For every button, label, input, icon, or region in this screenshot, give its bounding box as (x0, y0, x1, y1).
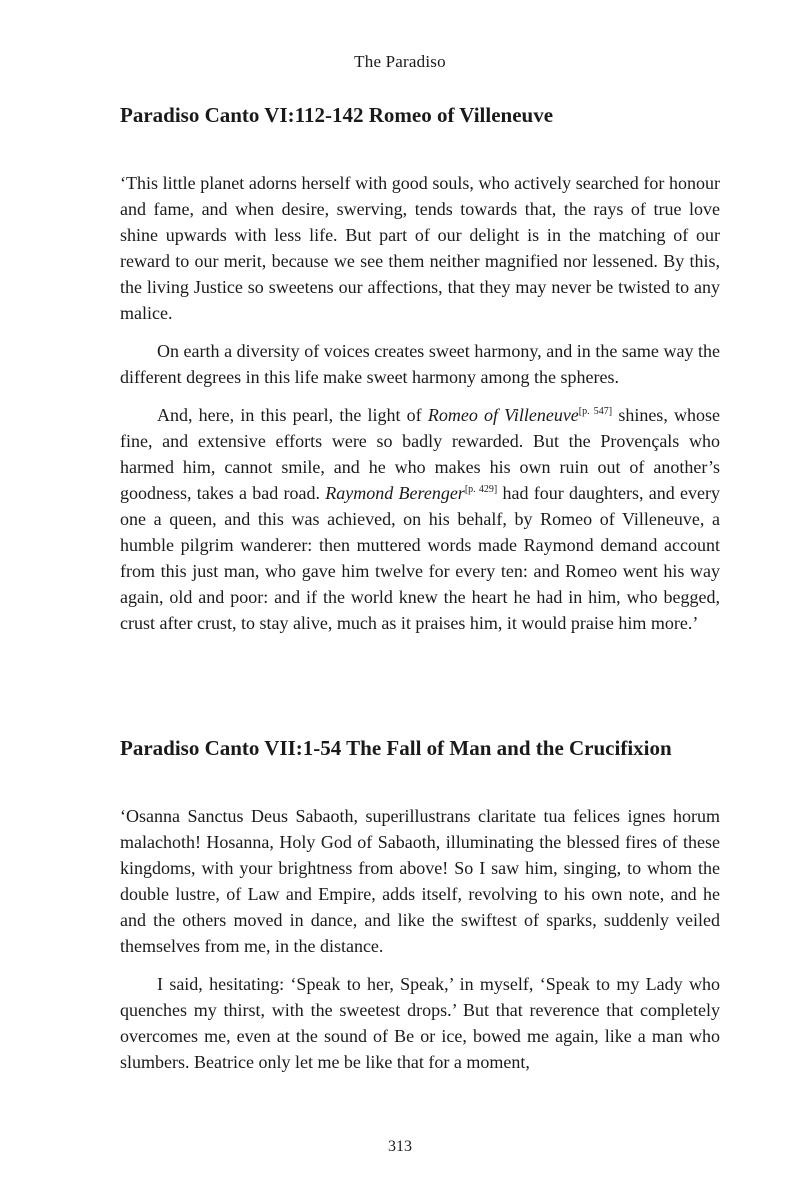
paragraph: ‘Osanna Sanctus Deus Sabaoth, superillustrans claritate tua felices ignes horum malachoth! Hosanna, Holy God of Sabaoth, illuminating the blessed fires of these kingdoms, with your brightness from above! So I saw him, singing, to whom the double lustre, of Law and Empire, adds itself, revolving to his own note, and he and the others moved in dance, and like the swiftest of sparks, suddenly veiled themselves from me, in the distance. (120, 806, 720, 956)
text-run: shines, whose fine, and extensive efforts were so badly rewarded. But the Provençals who harmed him, cannot smile, and he who makes his own ruin out of another’s goodness, takes a bad road. (120, 405, 720, 503)
section-title-canto-vii: Paradiso Canto VII:1-54 The Fall of Man and the Crucifixion (120, 736, 672, 760)
text-run: And, here, in this pearl, the light of (157, 405, 428, 425)
page-reference: [p. 547] (578, 406, 613, 417)
paragraph: On earth a diversity of voices creates sweet harmony, and in the same way the different degrees in this life make sweet harmony among the spheres. (120, 341, 720, 387)
text-run: had four daughters, and every one a queen, and this was achieved, on his behalf, by Romeo of Villeneuve, a humble pilgrim wanderer: then muttered words made Raymond demand account from this just man, who gave him twelve for every ten: and Romeo went his way again, old and poor: and if the world knew the heart he had in him, who begged, crust after crust, to stay alive, much as it praises him, it would praise him more.’ (120, 483, 720, 633)
paragraph: ‘This little planet adorns herself with good souls, who actively searched for honour and fame, and when desire, swerving, tends towards that, the rays of true love shine upwards with less life. But part of our delight is in the matching of our reward to our merit, because we see them neither magnified nor lessened. By this, the living Justice so sweetens our affections, that they may never be twisted to any malice. (120, 173, 720, 323)
running-header: The Paradiso (354, 52, 446, 71)
section-body-canto-vii (120, 803, 720, 1087)
page-reference: [p. 429] (464, 484, 498, 495)
section-title-canto-vi: Paradiso Canto VI:112-142 Romeo of Villeneuve (120, 103, 554, 127)
paragraph (120, 402, 720, 636)
person-name-romeo: Romeo of Villeneuve (427, 405, 579, 425)
page-number: 313 (388, 1138, 412, 1155)
section-body-canto-vi (120, 170, 720, 648)
paragraph: I said, hesitating: ‘Speak to her, Speak,’ in myself, ‘Speak to my Lady who quenches my thirst, with the sweetest drops.’ But that reverence that completely overcomes me, even at the sound of Be or ice, bowed me again, like a man who slumbers. Beatrice only let me be like that for a moment, (120, 974, 720, 1072)
person-name-raymond: Raymond Berenger (325, 483, 465, 503)
